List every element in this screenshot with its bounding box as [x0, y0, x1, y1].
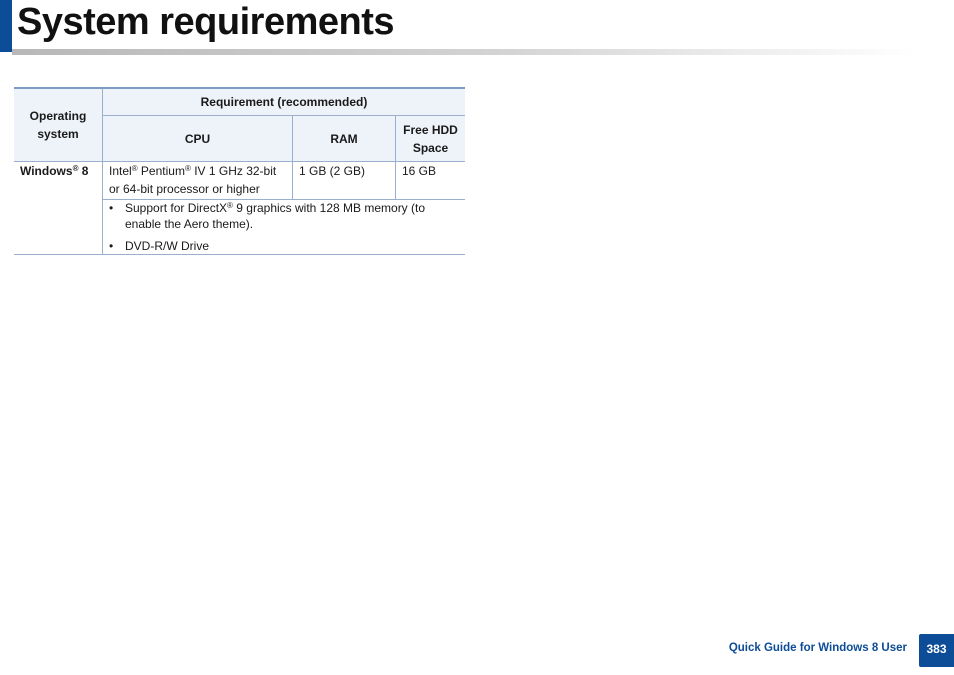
footer-guide-label: Quick Guide for Windows 8 User: [728, 642, 907, 654]
registered-mark: ®: [184, 164, 191, 173]
table-header-row: [14, 88, 465, 116]
cpu-part-1: Intel: [109, 164, 132, 178]
extra-item-2: DVD-R/W Drive: [125, 239, 209, 253]
hdd-cell: 16 GB: [396, 162, 466, 200]
page-number-badge: 383: [919, 634, 954, 667]
os-name: Windows: [20, 164, 73, 178]
header-cpu: CPU: [103, 116, 293, 162]
extra-item-1-part-2: 9 graphics with 128 MB memory (to enable the Aero theme).: [125, 201, 426, 231]
registered-mark: ®: [131, 164, 138, 173]
ram-cell: 1 GB (2 GB): [293, 162, 396, 200]
page-title: System requirements: [17, 1, 394, 43]
requirements-table: [14, 87, 465, 255]
extras-cell: [103, 200, 466, 255]
title-accent-bar: [0, 0, 12, 52]
extras-list: [109, 200, 459, 254]
header-requirement: Requirement (recommended): [103, 88, 466, 116]
bullet-icon: •: [109, 239, 114, 253]
title-divider: [12, 49, 917, 55]
cpu-part-3: IV 1 GHz 32-bit or 64-bit processor or higher: [109, 164, 277, 196]
registered-mark: ®: [227, 201, 233, 210]
header-operating-system: Operating system: [14, 88, 103, 162]
registered-mark: ®: [72, 164, 79, 173]
os-cell: [14, 162, 103, 255]
cpu-cell: [103, 162, 293, 200]
os-version: 8: [78, 164, 89, 178]
bullet-icon: •: [109, 201, 114, 215]
header-hdd: Free HDD Space: [396, 116, 466, 162]
list-item: [109, 200, 459, 232]
header-ram: RAM: [293, 116, 396, 162]
cpu-part-2: Pentium: [137, 164, 185, 178]
list-item: [109, 238, 459, 254]
table-row: [14, 162, 465, 200]
extra-item-1-part-1: Support for DirectX: [125, 201, 228, 215]
